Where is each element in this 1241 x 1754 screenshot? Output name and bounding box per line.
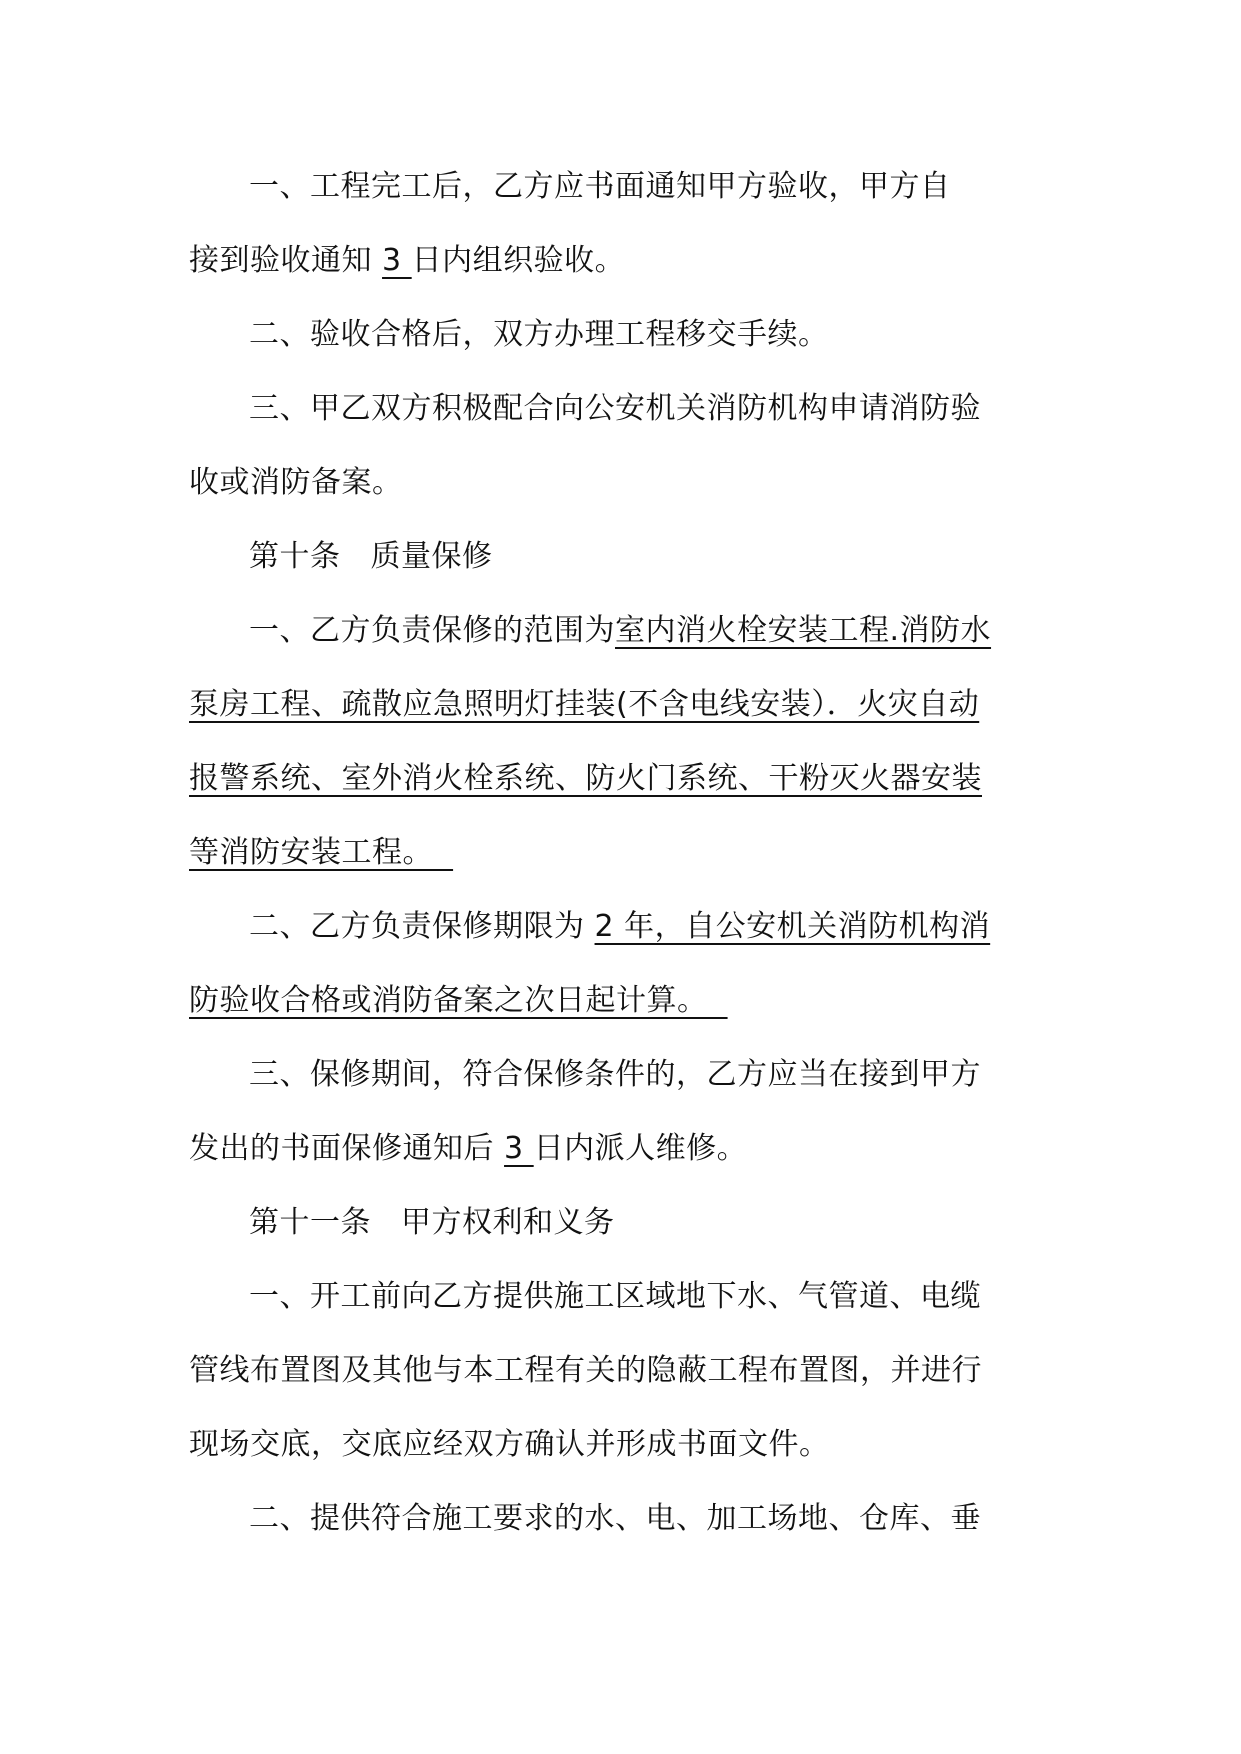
underlined-fill: 防验收合格或消防备案之次日起计算。 <box>189 983 728 1018</box>
underlined-fill: 2 年，自公安机关消防机构消 <box>594 909 991 944</box>
text-run: 一、工程完工后，乙方应书面通知甲方验收，甲方自 <box>249 169 951 204</box>
text-run: 发出的书面保修通知后 <box>189 1131 505 1166</box>
text-run: 三、保修期间，符合保修条件的，乙方应当在接到甲方 <box>249 1057 981 1092</box>
text-run: 二、提供符合施工要求的水、电、加工场地、仓库、垂 <box>249 1501 981 1536</box>
underlined-blank: 3 <box>504 1131 534 1166</box>
text-run: 二、乙方负责保修期限为 <box>249 909 595 944</box>
text-run: 日内派人维修。 <box>533 1131 748 1166</box>
paragraph-line <box>189 150 1059 224</box>
text-run: 二、验收合格后，双方办理工程移交手续。 <box>249 317 829 352</box>
paragraph-line <box>189 1112 1059 1186</box>
article-heading <box>189 1186 1059 1260</box>
paragraph-line <box>189 372 1059 446</box>
paragraph-line <box>189 224 1059 298</box>
underlined-blank: 3 <box>382 243 412 278</box>
text-run: 接到验收通知 <box>189 243 383 278</box>
text-run: 现场交底，交底应经双方确认并形成书面文件。 <box>189 1427 830 1462</box>
paragraph-line <box>189 1334 1059 1408</box>
underlined-fill: 等消防安装工程。 <box>189 835 454 870</box>
article-heading <box>189 520 1059 594</box>
article-number: 第十一条 <box>249 1205 371 1240</box>
paragraph-line <box>189 816 1059 890</box>
article-number: 第十条 <box>249 539 341 574</box>
article-title: 质量保修 <box>370 539 493 574</box>
paragraph-line <box>189 1038 1059 1112</box>
text-run: 一、乙方负责保修的范围为 <box>249 613 615 648</box>
paragraph-line <box>189 1482 1059 1556</box>
text-run: 三、甲乙双方积极配合向公安机关消防机构申请消防验 <box>249 391 981 426</box>
text-run: 管线布置图及其他与本工程有关的隐蔽工程布置图，并进行 <box>189 1353 982 1388</box>
text-run: 日内组织验收。 <box>411 243 626 278</box>
paragraph-line <box>189 1408 1059 1482</box>
paragraph-line <box>189 298 1059 372</box>
paragraph-line <box>189 742 1059 816</box>
paragraph-line <box>189 890 1059 964</box>
text-run: 一、开工前向乙方提供施工区域地下水、气管道、电缆 <box>249 1279 981 1314</box>
contract-text <box>189 150 1059 1556</box>
text-run: 收或消防备案。 <box>189 465 403 500</box>
article-title: 甲方权利和义务 <box>401 1205 615 1240</box>
underlined-fill: 室内消火栓安装工程.消防水 <box>615 613 992 648</box>
paragraph-line <box>189 668 1059 742</box>
paragraph-line <box>189 1260 1059 1334</box>
underlined-fill: 泵房工程、疏散应急照明灯挂装(不含电线安装）．火灾自动 <box>189 687 980 722</box>
paragraph-line <box>189 594 1059 668</box>
underlined-fill: 报警系统、室外消火栓系统、防火门系统、干粉灭火器安装 <box>189 761 982 796</box>
paragraph-line <box>189 964 1059 1038</box>
paragraph-line <box>189 446 1059 520</box>
